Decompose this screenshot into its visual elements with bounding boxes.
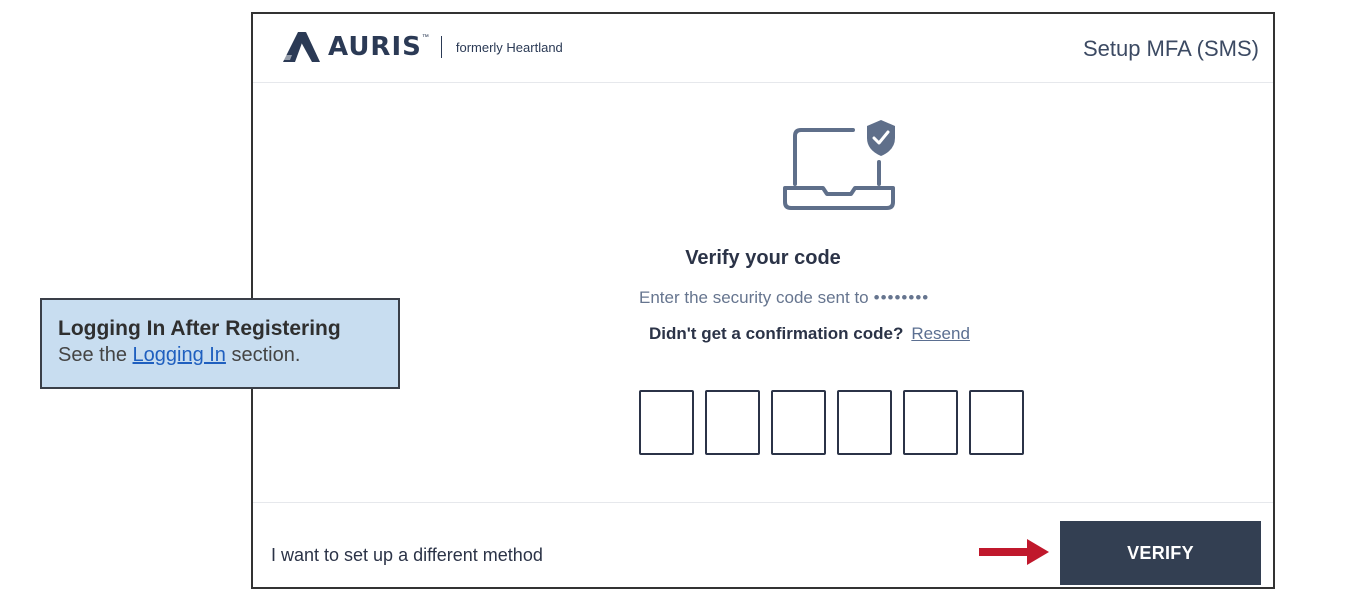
code-digit-1[interactable] bbox=[639, 390, 694, 455]
verify-title: Verify your code bbox=[685, 247, 841, 269]
callout-title: Logging In After Registering bbox=[58, 317, 341, 340]
resend-link[interactable]: Resend bbox=[911, 324, 970, 343]
header bbox=[253, 14, 1273, 83]
callout-note bbox=[40, 298, 400, 389]
brand-divider bbox=[441, 36, 442, 58]
brand-trademark: ™ bbox=[421, 34, 429, 41]
logging-in-link[interactable]: Logging In bbox=[132, 344, 226, 366]
code-digit-5[interactable] bbox=[903, 390, 958, 455]
code-digit-2[interactable] bbox=[705, 390, 760, 455]
code-instruction bbox=[639, 288, 929, 308]
instruction-text: Enter the security code sent to bbox=[639, 288, 869, 307]
code-digit-4[interactable] bbox=[837, 390, 892, 455]
verify-button[interactable]: VERIFY bbox=[1060, 521, 1261, 585]
brand-name: AURIS bbox=[328, 32, 422, 62]
callout-prefix: See the bbox=[58, 344, 127, 366]
masked-phone-number: •••••••• bbox=[873, 288, 930, 307]
laptop-shield-icon bbox=[783, 118, 895, 210]
callout-suffix: section. bbox=[231, 344, 301, 366]
resend-question: Didn't get a confirmation code? bbox=[649, 324, 904, 343]
resend-row bbox=[649, 324, 970, 344]
code-input-group bbox=[639, 390, 1024, 455]
brand-subtitle: formerly Heartland bbox=[455, 39, 563, 55]
mfa-setup-window bbox=[251, 12, 1275, 589]
red-arrow-icon bbox=[979, 539, 1049, 565]
brand-logo bbox=[281, 30, 563, 64]
code-digit-3[interactable] bbox=[771, 390, 826, 455]
auris-logo-mark-icon bbox=[281, 31, 321, 63]
different-method-link[interactable]: I want to set up a different method bbox=[271, 545, 543, 565]
footer bbox=[253, 502, 1273, 590]
page-title: Setup MFA (SMS) bbox=[1082, 36, 1259, 61]
code-digit-6[interactable] bbox=[969, 390, 1024, 455]
callout-body bbox=[58, 342, 382, 368]
